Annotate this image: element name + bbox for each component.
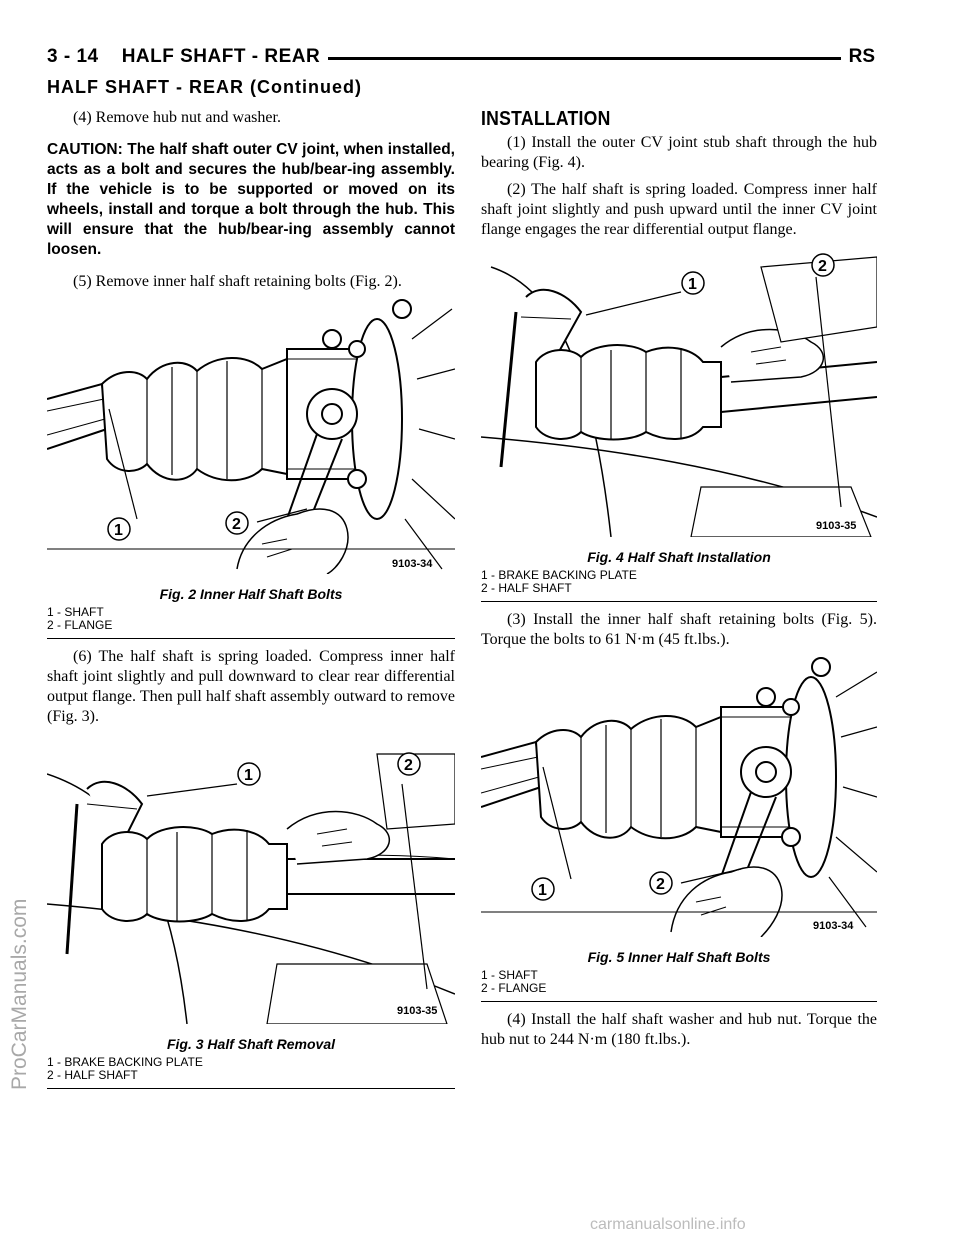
fig3-rule bbox=[47, 1088, 455, 1089]
inner-half-shaft-bolts-illustration-2 bbox=[481, 657, 877, 937]
fig5-caption: Fig. 5 Inner Half Shaft Bolts bbox=[587, 949, 771, 965]
page-header bbox=[47, 46, 875, 72]
figure-3 bbox=[47, 734, 455, 1089]
left-column bbox=[47, 108, 455, 1097]
install-step-2: (2) The half shaft is spring loaded. Compress inner half shaft joint slightly and push upward until the inner CV joint flange engages the rear differential output flange. bbox=[481, 181, 877, 238]
fig4-legend-1: 1 - BRAKE BACKING PLATE bbox=[481, 568, 637, 582]
fig4-caption: Fig. 4 Half Shaft Installation bbox=[587, 549, 771, 565]
half-shaft-installation-illustration bbox=[481, 247, 877, 537]
fig5-code: 9103-34 bbox=[813, 920, 854, 932]
section-code: RS bbox=[841, 46, 875, 68]
inner-half-shaft-bolts-illustration bbox=[47, 299, 455, 574]
right-column bbox=[481, 108, 877, 1057]
figure-4 bbox=[481, 247, 877, 602]
fig2-caption: Fig. 2 Inner Half Shaft Bolts bbox=[159, 586, 343, 602]
fig3-caption: Fig. 3 Half Shaft Removal bbox=[166, 1036, 336, 1052]
fig3-code: 9103-35 bbox=[397, 1005, 438, 1017]
fig3-legend-2: 2 - HALF SHAFT bbox=[47, 1068, 138, 1082]
page-number-title: 3 - 14 HALF SHAFT - REAR bbox=[47, 46, 328, 68]
fig5-rule bbox=[481, 1001, 877, 1002]
fig4-code: 9103-35 bbox=[816, 520, 857, 532]
fig3-callout-2: 2 bbox=[404, 757, 413, 774]
figure-2 bbox=[47, 299, 455, 639]
fig4-callout-2: 2 bbox=[818, 258, 827, 275]
fig2-code: 9103-34 bbox=[392, 558, 433, 570]
fig2-legend-1: 1 - SHAFT bbox=[47, 605, 104, 619]
figure-5 bbox=[481, 657, 877, 1002]
fig2-rule bbox=[47, 638, 455, 639]
fig4-callout-1: 1 bbox=[688, 276, 697, 293]
fig3-callout-1: 1 bbox=[244, 767, 253, 784]
step-4-remove-hub-nut: (4) Remove hub nut and washer. bbox=[73, 109, 281, 126]
fig3-legend-1: 1 - BRAKE BACKING PLATE bbox=[47, 1055, 203, 1069]
running-title: HALF SHAFT - REAR (Continued) bbox=[47, 77, 362, 97]
fig5-legend-2: 2 - FLANGE bbox=[481, 981, 547, 995]
half-shaft-removal-illustration bbox=[47, 734, 455, 1024]
install-step-4: (4) Install the half shaft washer and hub nut. Torque the hub nut to 244 N·m (180 ft.lbs.). bbox=[481, 1011, 877, 1048]
installation-heading: INSTALLATION bbox=[481, 108, 611, 130]
fig2-callout-2: 2 bbox=[232, 516, 241, 533]
bottom-watermark: carmanualsonline.info bbox=[590, 1216, 746, 1233]
step-6-remove-half-shaft: (6) The half shaft is spring loaded. Compress inner half shaft joint slightly and pull downward to clear rear differential output flange. Then pull half shaft assembly outward to remove (Fig. 3). bbox=[47, 648, 455, 725]
step-5-remove-bolts: (5) Remove inner half shaft retaining bolts (Fig. 2). bbox=[73, 273, 402, 290]
install-step-1: (1) Install the outer CV joint stub shaft through the hub bearing (Fig. 4). bbox=[481, 134, 877, 171]
fig2-callout-1: 1 bbox=[114, 522, 123, 539]
fig4-legend-2: 2 - HALF SHAFT bbox=[481, 581, 572, 595]
install-step-3: (3) Install the inner half shaft retaining bolts (Fig. 5). Torque the bolts to 61 N·m (45 ft.lbs.). bbox=[481, 611, 877, 648]
caution-note: CAUTION: The half shaft outer CV joint, when installed, acts as a bolt and secures the hub/bear-ing assembly. If the vehicle is to be supported or moved on its wheels, install and torque a bolt through the hub. This will ensure that the hub/bear-ing assembly cannot loosen. bbox=[47, 141, 455, 258]
fig2-legend-2: 2 - FLANGE bbox=[47, 618, 113, 632]
fig5-callout-2: 2 bbox=[656, 876, 665, 893]
side-watermark: ProCarManuals.com bbox=[8, 898, 31, 1090]
fig4-rule bbox=[481, 601, 877, 602]
fig5-legend-1: 1 - SHAFT bbox=[481, 968, 538, 982]
fig5-callout-1: 1 bbox=[538, 882, 547, 899]
